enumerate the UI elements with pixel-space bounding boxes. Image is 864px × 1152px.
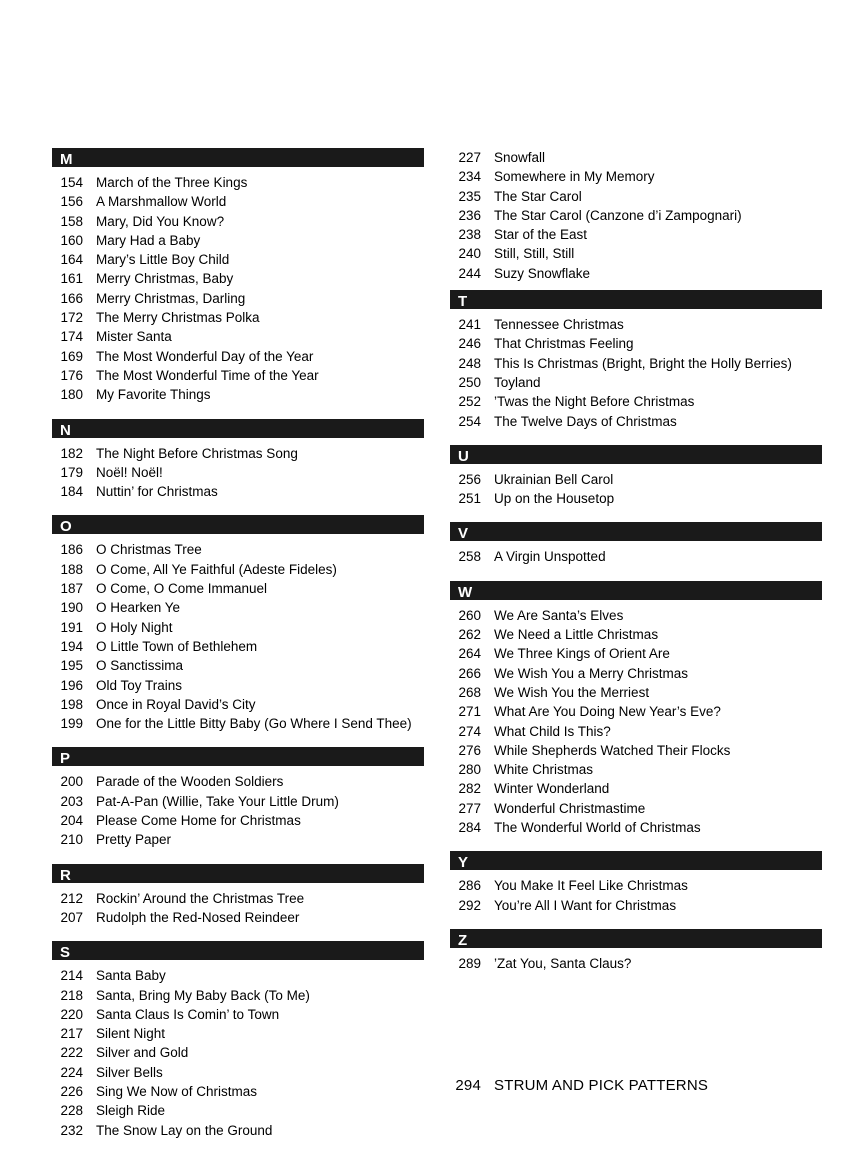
list-item[interactable] (450, 606, 822, 625)
song-title: We Wish You the Merriest (494, 684, 650, 700)
page-number: 169 (60, 348, 83, 364)
song-title: We Wish You a Merry Christmas (494, 665, 689, 681)
song-title: Silent Night (96, 1026, 166, 1042)
entry-list-s (52, 960, 424, 1140)
list-item[interactable] (52, 792, 424, 811)
entry-list-w (450, 600, 822, 838)
list-item[interactable] (52, 308, 424, 327)
song-title: O Come, O Come Immanuel (96, 581, 268, 597)
list-item[interactable] (52, 366, 424, 385)
song-title: Parade of the Wooden Soldiers (96, 774, 284, 790)
page-number: 184 (60, 484, 83, 500)
list-item[interactable] (52, 289, 424, 308)
song-title: Mary Had a Baby (96, 232, 201, 248)
list-item[interactable] (52, 1063, 424, 1082)
page-number: 187 (60, 581, 83, 597)
list-item[interactable] (52, 637, 424, 656)
list-item[interactable] (52, 830, 424, 849)
page-number: 180 (60, 387, 83, 403)
entry-list-t (450, 309, 822, 431)
list-item[interactable] (52, 811, 424, 830)
list-item[interactable] (450, 206, 822, 225)
page-number: 190 (60, 600, 83, 616)
page-number: 235 (458, 188, 481, 204)
page-number: 276 (458, 742, 481, 758)
section-header-u: U (450, 445, 822, 464)
list-item[interactable] (52, 560, 424, 579)
song-title: O Holy Night (96, 619, 173, 635)
song-title: The Star Carol (494, 188, 582, 204)
page-number: 154 (60, 175, 83, 190)
song-title: Santa Baby (96, 968, 166, 984)
song-title: Nuttin’ for Christmas (96, 484, 218, 500)
list-item[interactable] (52, 1082, 424, 1101)
list-item[interactable] (450, 664, 822, 683)
song-title: What Are You Doing New Year’s Eve? (494, 704, 721, 720)
page-number: 238 (458, 227, 481, 243)
page-number: 228 (60, 1103, 83, 1119)
page-number: 227 (458, 150, 481, 165)
page-number: 241 (458, 317, 481, 333)
list-item[interactable] (450, 373, 822, 392)
song-title: We Three Kings of Orient Are (494, 646, 670, 662)
song-title: O Little Town of Bethlehem (96, 638, 258, 654)
section-header-y: Y (450, 851, 822, 870)
page-number: 246 (458, 336, 481, 352)
entry-list-r (52, 883, 424, 928)
page-number: 226 (60, 1083, 83, 1099)
list-item[interactable] (52, 192, 424, 211)
section-z (450, 929, 822, 973)
entry-list-z (450, 948, 822, 973)
page-number: 212 (60, 890, 83, 906)
page-number: 271 (458, 704, 481, 720)
section-u (450, 445, 822, 509)
page-number: 254 (458, 413, 481, 429)
page-number: 186 (60, 542, 83, 558)
list-item[interactable] (52, 1121, 424, 1140)
song-title: The Star Carol (Canzone d’i Zampognari) (494, 207, 742, 223)
section-m (52, 148, 424, 405)
list-item[interactable] (52, 966, 424, 985)
entry-list-m (52, 167, 424, 405)
list-item[interactable] (52, 579, 424, 598)
page-number: 194 (60, 638, 83, 654)
section-header-p: P (52, 747, 424, 766)
song-title: Suzy Snowflake (494, 265, 591, 281)
page-number: 191 (60, 619, 83, 635)
list-item[interactable] (52, 656, 424, 675)
page-number: 268 (458, 684, 481, 700)
list-item[interactable] (52, 1024, 424, 1043)
list-item[interactable] (52, 231, 424, 250)
list-item[interactable] (450, 392, 822, 411)
page-number: 258 (458, 549, 481, 565)
list-item[interactable] (52, 327, 424, 346)
song-title: Once in Royal David’s City (96, 696, 256, 712)
list-item[interactable] (450, 702, 822, 721)
page-number: 217 (60, 1026, 83, 1042)
list-item[interactable] (450, 489, 822, 508)
list-item[interactable] (52, 250, 424, 269)
song-title: Star of the East (494, 227, 588, 243)
song-title: You’re All I Want for Christmas (494, 897, 677, 913)
song-title: Merry Christmas, Darling (96, 290, 246, 306)
song-title: Toyland (494, 374, 541, 390)
song-title: O Christmas Tree (96, 542, 202, 558)
page-number: 264 (458, 646, 481, 662)
page-number: 214 (60, 968, 83, 984)
song-title: The Wonderful World of Christmas (494, 820, 701, 836)
section-p (52, 747, 424, 849)
song-title: Santa, Bring My Baby Back (To Me) (96, 987, 310, 1003)
song-title: We Need a Little Christmas (494, 627, 659, 643)
page-number: 199 (60, 716, 83, 732)
list-item[interactable] (52, 463, 424, 482)
list-item[interactable] (450, 167, 822, 186)
section-header-w: W (450, 581, 822, 600)
page-number: 222 (60, 1045, 83, 1061)
list-item[interactable] (450, 225, 822, 244)
page-number: 282 (458, 781, 481, 797)
list-item[interactable] (52, 540, 424, 559)
page-number: 195 (60, 658, 83, 674)
page-number: 164 (60, 252, 83, 268)
page-number: 203 (60, 793, 83, 809)
list-item[interactable] (450, 683, 822, 702)
section-header-v: V (450, 522, 822, 541)
list-item[interactable] (450, 741, 822, 760)
list-item[interactable] (52, 482, 424, 501)
song-title: The Snow Lay on the Ground (96, 1122, 273, 1138)
song-title: Old Toy Trains (96, 677, 183, 693)
page-number: 277 (458, 800, 481, 816)
page-number: 196 (60, 677, 83, 693)
list-item[interactable] (52, 212, 424, 231)
list-item[interactable] (52, 986, 424, 1005)
song-title: This Is Christmas (Bright, Bright the Holly Berries) (494, 355, 792, 371)
page-number: 172 (60, 310, 83, 326)
song-title: Santa Claus Is Comin’ to Town (96, 1006, 280, 1022)
list-item[interactable] (52, 714, 424, 733)
section-v (450, 522, 822, 566)
song-title: Sing We Now of Christmas (96, 1083, 258, 1099)
page-number: 210 (60, 832, 83, 848)
list-item[interactable] (52, 1101, 424, 1120)
song-title: The Merry Christmas Polka (96, 310, 260, 326)
page-number: 198 (60, 696, 83, 712)
entry-list-s-continued (450, 148, 822, 290)
page-number: 207 (60, 909, 83, 925)
page-number: 161 (60, 271, 83, 287)
section-n (52, 419, 424, 502)
list-item[interactable] (450, 264, 822, 283)
song-title: We Are Santa’s Elves (494, 607, 624, 623)
section-header-r: R (52, 864, 424, 883)
song-title: Mary’s Little Boy Child (96, 252, 230, 268)
page-number: 280 (458, 762, 481, 778)
page-number: 292 (458, 897, 481, 913)
list-item[interactable] (450, 644, 822, 663)
list-item[interactable] (52, 1005, 424, 1024)
section-header-o: O (52, 515, 424, 534)
strum-and-pick-patterns-entry[interactable] (450, 1076, 822, 1096)
song-title: Please Come Home for Christmas (96, 813, 301, 829)
list-item[interactable] (450, 779, 822, 798)
section-w (450, 581, 822, 838)
song-title: Pat-A-Pan (Willie, Take Your Little Drum) (96, 793, 339, 809)
list-item[interactable] (450, 876, 822, 895)
section-title: STRUM AND PICK PATTERNS (494, 1077, 709, 1095)
list-item[interactable] (52, 1043, 424, 1062)
song-title: Mister Santa (96, 329, 172, 345)
song-title: Silver and Gold (96, 1045, 189, 1061)
list-item[interactable] (450, 470, 822, 489)
entry-list-v (450, 541, 822, 566)
page-number: 236 (458, 207, 481, 223)
list-item[interactable] (450, 896, 822, 915)
page-number: 204 (60, 813, 83, 829)
page-number: 232 (60, 1122, 83, 1138)
song-title: What Child Is This? (494, 723, 611, 739)
song-title: Noël! Noël! (96, 464, 163, 480)
entry-list-n (52, 438, 424, 502)
list-item[interactable] (450, 722, 822, 741)
list-item[interactable] (450, 547, 822, 566)
list-item[interactable] (450, 148, 822, 167)
page-number: 188 (60, 561, 83, 577)
song-title: The Most Wonderful Day of the Year (96, 348, 314, 364)
page-number: 286 (458, 878, 481, 894)
list-item[interactable] (450, 334, 822, 353)
list-item[interactable] (52, 889, 424, 908)
page-number: 256 (458, 471, 481, 487)
song-title: Sleigh Ride (96, 1103, 166, 1119)
song-title: White Christmas (494, 762, 594, 778)
page-number: 262 (458, 627, 481, 643)
song-title: Tennessee Christmas (494, 317, 624, 333)
page-number: 240 (458, 246, 481, 262)
page-number: 220 (60, 1006, 83, 1022)
list-item[interactable] (52, 347, 424, 366)
list-item[interactable] (450, 412, 822, 431)
entry-list-y (450, 870, 822, 915)
page-number: 218 (60, 987, 83, 1003)
list-item[interactable] (52, 676, 424, 695)
list-item[interactable] (52, 385, 424, 404)
song-title: Snowfall (494, 150, 546, 165)
entry-list-u (450, 464, 822, 509)
page-number: 260 (458, 607, 481, 623)
list-item[interactable] (52, 908, 424, 927)
page-number: 182 (60, 445, 83, 461)
page-number: 244 (458, 265, 481, 281)
section-t (450, 290, 822, 431)
list-item[interactable] (450, 625, 822, 644)
right-column (450, 148, 822, 1096)
list-item[interactable] (450, 315, 822, 334)
song-title: Somewhere in My Memory (494, 169, 655, 185)
song-title: Merry Christmas, Baby (96, 271, 234, 287)
page-number: 251 (458, 491, 481, 507)
section-header-t: T (450, 290, 822, 309)
song-title: The Night Before Christmas Song (96, 445, 298, 461)
song-title: Still, Still, Still (494, 246, 575, 262)
song-title: O Come, All Ye Faithful (Adeste Fideles) (96, 561, 337, 577)
list-item[interactable] (450, 187, 822, 206)
entry-list-p (52, 766, 424, 849)
list-item[interactable] (450, 799, 822, 818)
song-title: The Twelve Days of Christmas (494, 413, 677, 429)
page-number: 160 (60, 232, 83, 248)
list-item[interactable] (52, 695, 424, 714)
page-number: 176 (60, 367, 83, 383)
list-item[interactable] (450, 818, 822, 837)
song-title: Pretty Paper (96, 832, 172, 848)
page-number: 294 (455, 1077, 481, 1095)
song-title: O Sanctissima (96, 658, 184, 674)
list-item[interactable] (450, 354, 822, 373)
song-title: Winter Wonderland (494, 781, 610, 797)
page-number: 284 (458, 820, 481, 836)
list-item[interactable] (450, 760, 822, 779)
section-r (52, 864, 424, 928)
song-title: Silver Bells (96, 1064, 163, 1080)
song-title: O Hearken Ye (96, 600, 181, 616)
song-title: Rudolph the Red-Nosed Reindeer (96, 909, 300, 925)
left-column (52, 148, 424, 1140)
page-number: 158 (60, 213, 83, 229)
page-number: 248 (458, 355, 481, 371)
section-header-m: M (52, 148, 424, 167)
page-number: 234 (458, 169, 481, 185)
song-title: That Christmas Feeling (494, 336, 634, 352)
list-item[interactable] (52, 269, 424, 288)
song-title: ’Zat You, Santa Claus? (494, 955, 632, 971)
page-number: 289 (458, 955, 481, 971)
song-title: While Shepherds Watched Their Flocks (494, 742, 731, 758)
page-number: 174 (60, 329, 83, 345)
list-item[interactable] (450, 244, 822, 263)
list-item[interactable] (52, 772, 424, 791)
song-title: My Favorite Things (96, 387, 211, 403)
list-item[interactable] (52, 173, 424, 192)
list-item[interactable] (52, 618, 424, 637)
section-o (52, 515, 424, 733)
song-title: Wonderful Christmastime (494, 800, 646, 816)
song-title: One for the Little Bitty Baby (Go Where I Send Thee) (96, 716, 412, 732)
song-title: A Marshmallow World (96, 194, 227, 210)
section-header-n: N (52, 419, 424, 438)
list-item[interactable] (52, 598, 424, 617)
song-title: Ukrainian Bell Carol (494, 471, 614, 487)
index-columns (52, 148, 818, 1140)
song-title: Mary, Did You Know? (96, 213, 225, 229)
page-number: 266 (458, 665, 481, 681)
page-number: 252 (458, 394, 481, 410)
page-number: 250 (458, 374, 481, 390)
song-title: ’Twas the Night Before Christmas (494, 394, 695, 410)
entry-list-o (52, 534, 424, 733)
song-title: You Make It Feel Like Christmas (494, 878, 688, 894)
song-title: Up on the Housetop (494, 491, 615, 507)
section-y (450, 851, 822, 915)
page-number: 224 (60, 1064, 83, 1080)
list-item[interactable] (52, 444, 424, 463)
song-title: The Most Wonderful Time of the Year (96, 367, 319, 383)
list-item[interactable] (450, 954, 822, 973)
section-header-s: S (52, 941, 424, 960)
page-number: 274 (458, 723, 481, 739)
song-title: Rockin’ Around the Christmas Tree (96, 890, 305, 906)
page-number: 156 (60, 194, 83, 210)
page-number: 179 (60, 464, 83, 480)
song-title: A Virgin Unspotted (494, 549, 606, 565)
song-title: March of the Three Kings (96, 175, 248, 190)
page-number: 166 (60, 290, 83, 306)
page-number: 200 (60, 774, 83, 790)
section-s (52, 941, 424, 1140)
section-header-z: Z (450, 929, 822, 948)
